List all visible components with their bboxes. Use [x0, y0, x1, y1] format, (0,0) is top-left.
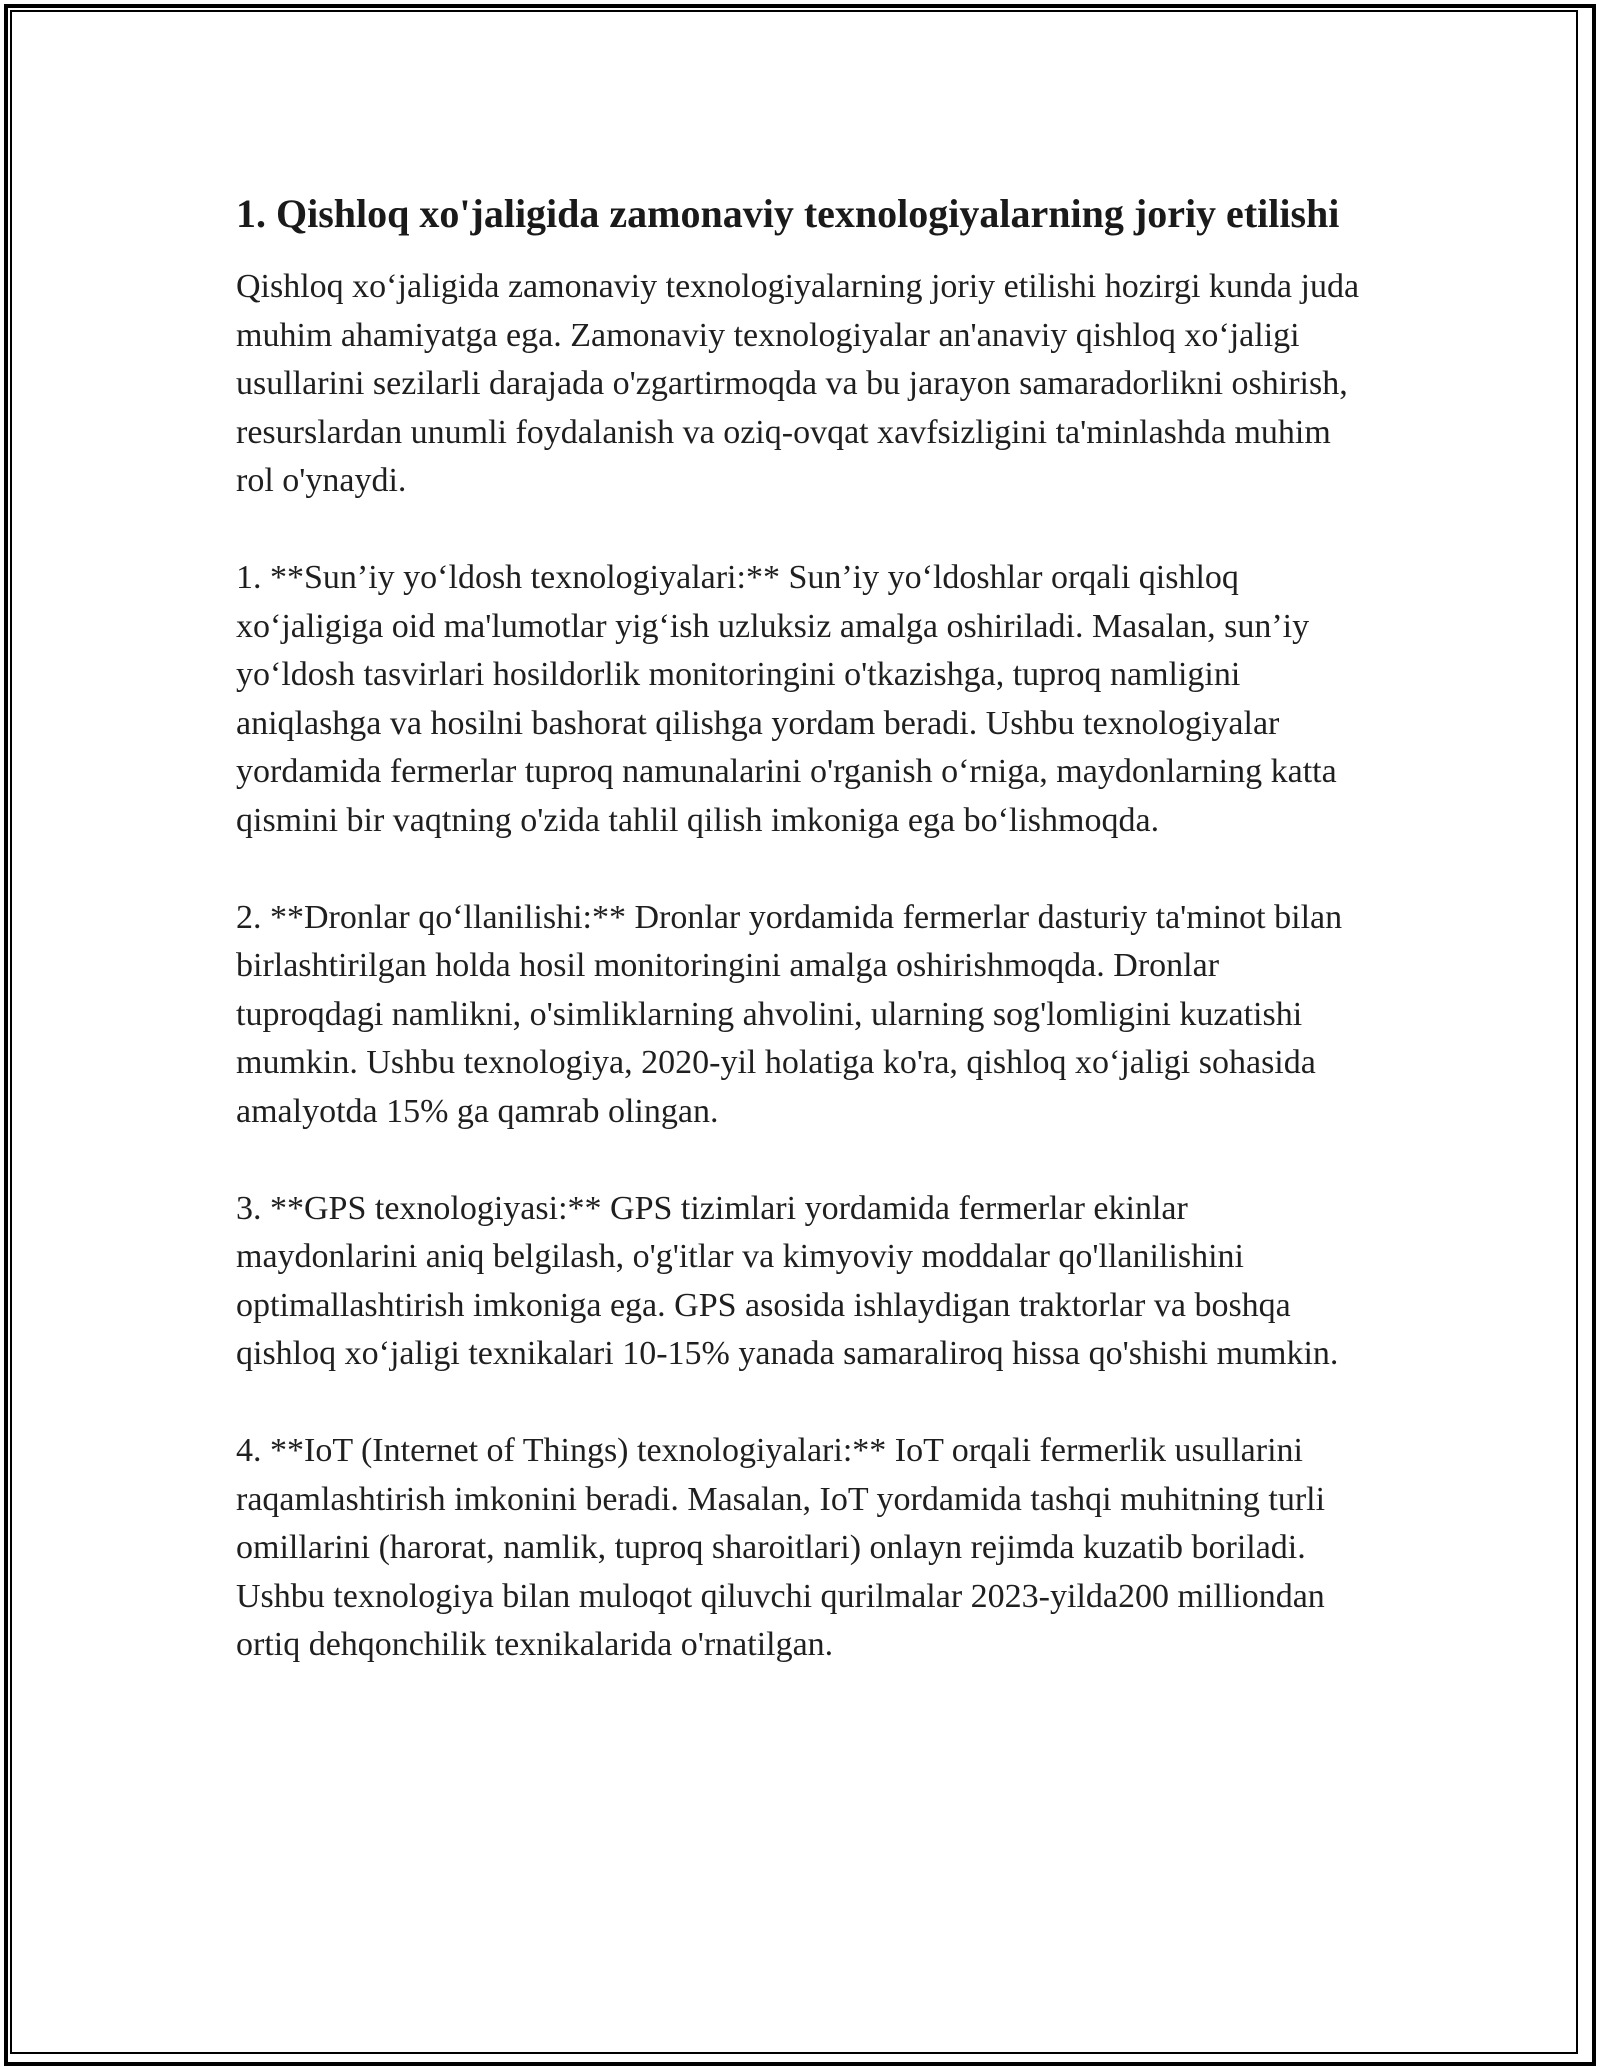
list-item-iot: 4. **IoT (Internet of Things) texnologiyalari:** IoT orqali fermerlik usullarini raqamlashtirish imkonini beradi. Masalan, IoT yordamida tashqi muhitning turli omillarini (harorat, namlik, tuproq sharoitlari) onlayn rejimda kuzatib boriladi. Ushbu texnologiya bilan muloqot qiluvchi qurilmalar 2023-yilda200 milliondan ortiq dehqonchilik texnikalarida o'rnatilgan.	[236, 1432, 1326, 1663]
list-item-drones: 2. **Dronlar qo‘llanilishi:** Dronlar yordamida fermerlar dasturiy ta'minot bilan birlashtirilgan holda hosil monitoringini amalga oshirishmoqda. Dronlar tuproqdagi namlikni, o'simliklarning ahvolini, ularning sog'lomligini kuzatishi mumkin. Ushbu texnologiya, 2020-yil holatiga ko'ra, qishloq xo‘jaligi sohasida amalyotda 15% ga qamrab olingan.	[236, 898, 1343, 1130]
list-item-gps: 3. **GPS texnologiyasi:** GPS tizimlari yordamida fermerlar ekinlar maydonlarini aniq belgilash, o'g'itlar va kimyoviy moddalar qo'llanilishini optimallashtirish imkoniga ega. GPS asosida ishlaydigan traktorlar va boshqa qishloq xo‘jaligi texnikalari 10-15% yanada samaraliroq hissa qo'shishi mumkin.	[236, 1189, 1339, 1372]
document-title: 1. Qishloq xo'jaligida zamonaviy texnologiyalarning joriy etilishi	[236, 191, 1340, 236]
document-body	[236, 186, 1366, 1670]
list-item-satellite: 1. **Sun’iy yo‘ldosh texnologiyalari:** Sun’iy yo‘ldoshlar orqali qishloq xo‘jaligiga oid ma'lumotlar yig‘ish uzluksiz amalga oshiriladi. Masalan, sun’iy yo‘ldosh tasvirlari hosildorlik monitoringini o'tkazishga, tuproq namligini aniqlashga va hosilni bashorat qilishga yordam beradi. Ushbu texnologiyalar yordamida fermerlar tuproq namunalarini o'rganish o‘rniga, maydonlarning katta qismini bir vaqtning o'zida tahlil qilish imkoniga ega bo‘lishmoqda.	[236, 559, 1337, 839]
intro-paragraph: Qishloq xo‘jaligida zamonaviy texnologiyalarning joriy etilishi hozirgi kunda juda muhim ahamiyatga ega. Zamonaviy texnologiyalar an'anaviy qishloq xo‘jaligi usullarini sezilarli darajada o'zgartirmoqda va bu jarayon samaradorlikni oshirish, resurslardan unumli foydalanish va oziq-ovqat xavfsizligini ta'minlashda muhim rol o'ynaydi.	[236, 268, 1360, 499]
